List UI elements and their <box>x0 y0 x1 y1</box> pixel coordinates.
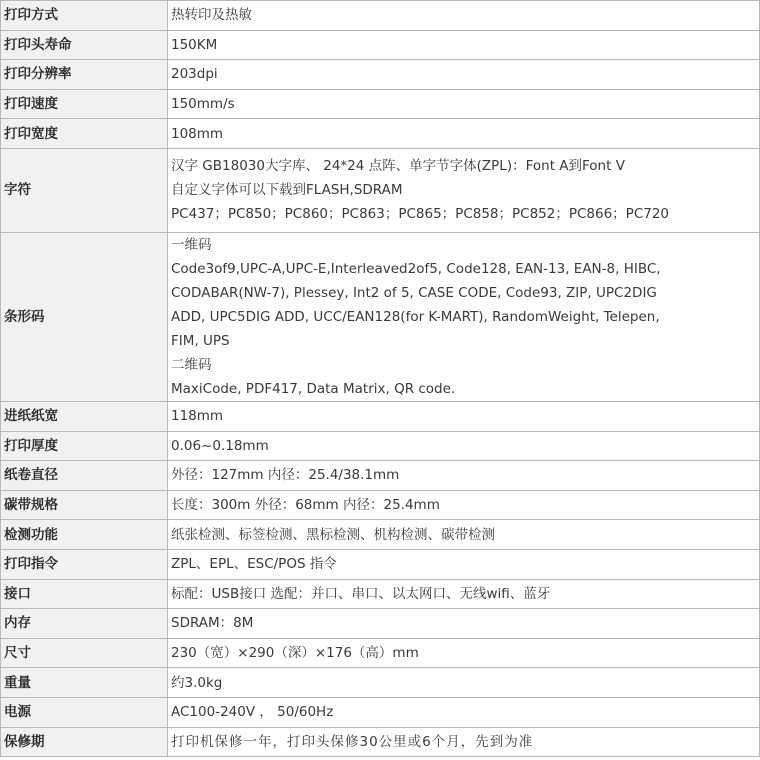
spec-label: 检测功能 <box>1 520 168 550</box>
spec-value: 0.06~0.18mm <box>168 431 760 461</box>
spec-row-print-width <box>1 119 760 149</box>
spec-row-print-thickness <box>1 431 760 461</box>
spec-value: 203dpi <box>168 60 760 90</box>
spec-row-sensors <box>1 520 760 550</box>
spec-value: SDRAM：8M <box>168 609 760 639</box>
spec-label: 打印头寿命 <box>1 30 168 60</box>
spec-label: 打印宽度 <box>1 119 168 149</box>
spec-value: 230（宽）×290（深）×176（高）mm <box>168 638 760 668</box>
spec-row-print-method <box>1 1 760 31</box>
spec-value: 纸张检测、标签检测、黑标检测、机构检测、碳带检测 <box>168 520 760 550</box>
spec-label: 尺寸 <box>1 638 168 668</box>
spec-row-dimensions <box>1 638 760 668</box>
spec-row-barcode <box>1 232 760 401</box>
spec-label: 电源 <box>1 697 168 727</box>
spec-value: AC100-240V ， 50/60Hz <box>168 697 760 727</box>
spec-label: 接口 <box>1 579 168 609</box>
spec-label: 条形码 <box>1 232 168 401</box>
spec-value: 150KM <box>168 30 760 60</box>
spec-value: 长度：300m 外径：68mm 内径：25.4mm <box>168 490 760 520</box>
spec-row-commands <box>1 549 760 579</box>
spec-row-warranty <box>1 727 760 757</box>
spec-label: 纸卷直径 <box>1 461 168 491</box>
spec-label: 保修期 <box>1 727 168 757</box>
spec-value: 打印机保修一年，打印头保修30公里或6个月，先到为准 <box>168 727 760 757</box>
spec-row-memory <box>1 609 760 639</box>
spec-label: 打印指令 <box>1 549 168 579</box>
spec-value: ZPL、EPL、ESC/POS 指令 <box>168 549 760 579</box>
spec-row-paper-width <box>1 401 760 431</box>
spec-label: 打印分辨率 <box>1 60 168 90</box>
spec-value: 外径：127mm 内径：25.4/38.1mm <box>168 461 760 491</box>
spec-label: 字符 <box>1 148 168 232</box>
spec-label: 打印厚度 <box>1 431 168 461</box>
spec-row-interface <box>1 579 760 609</box>
spec-value: 108mm <box>168 119 760 149</box>
spec-value: 热转印及热敏 <box>168 1 760 31</box>
spec-value: 汉字 GB18030大字库、 24*24 点阵、单字节字体(ZPL)：Font A到Font V 自定义字体可以下载到FLASH,SDRAM PC437；PC850；PC860；PC863；PC865；PC858；PC852；PC866；PC720 <box>168 148 760 232</box>
spec-row-printhead-life <box>1 30 760 60</box>
spec-row-power <box>1 697 760 727</box>
spec-label: 重量 <box>1 668 168 698</box>
spec-row-resolution <box>1 60 760 90</box>
spec-label: 内存 <box>1 609 168 639</box>
spec-row-characters <box>1 148 760 232</box>
spec-value: 一维码 Code3of9,UPC-A,UPC-E,Interleaved2of5, Code128, EAN-13, EAN-8, HIBC, CODABAR(NW-7), Plessey, Int2 of 5, CASE CODE, Code93, ZIP, UPC2DIG ADD, UPC5DIG ADD, UCC/EAN128(for K-MART), RandomWeight, Telepen, FIM, UPS 二维码 MaxiCode, PDF417, Data Matrix, QR code. <box>168 232 760 401</box>
spec-label: 打印方式 <box>1 1 168 31</box>
spec-label: 打印速度 <box>1 89 168 119</box>
spec-value: 150mm/s <box>168 89 760 119</box>
spec-value: 约3.0kg <box>168 668 760 698</box>
spec-label: 进纸纸宽 <box>1 401 168 431</box>
spec-label: 碳带规格 <box>1 490 168 520</box>
spec-value: 118mm <box>168 401 760 431</box>
spec-row-ribbon <box>1 490 760 520</box>
spec-row-roll-diameter <box>1 461 760 491</box>
spec-row-print-speed <box>1 89 760 119</box>
spec-value: 标配：USB接口 选配：并口、串口、以太网口、无线wifi、蓝牙 <box>168 579 760 609</box>
spec-row-weight <box>1 668 760 698</box>
